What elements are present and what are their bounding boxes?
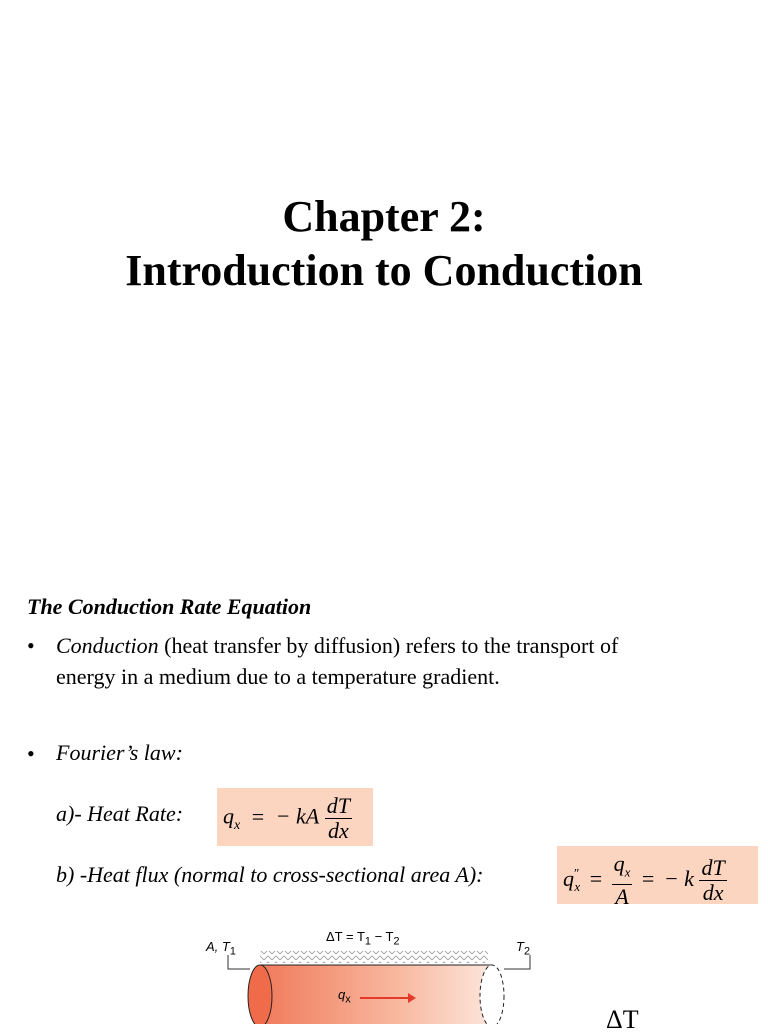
bullet-conduction [56, 630, 746, 692]
insulation-top [260, 951, 488, 963]
chapter-name: Introduction to Conduction [125, 246, 643, 295]
label-qx [338, 987, 351, 1006]
chapter-title [0, 190, 768, 298]
eq-b-prime: ″ [574, 865, 580, 881]
eq-a-fraction [325, 794, 352, 843]
bullet-marker: • [27, 633, 35, 658]
heat-rate-label: a)- Heat Rate: [56, 801, 184, 826]
label-area-sub: 1 [229, 945, 236, 958]
eq-b-fraction2 [699, 856, 726, 905]
eq-a-num: dT [326, 793, 350, 818]
label-qx-text: q [338, 987, 346, 1002]
label-area-temp [206, 939, 236, 958]
eq-b-q: q [563, 865, 574, 891]
rod-left-face [248, 965, 272, 1024]
eq-a-q-sub: x [234, 817, 241, 833]
heat-flux-equation [557, 846, 758, 910]
bullet-fourier: Fourier’s law: [56, 740, 183, 765]
eq-b-f2-num: dT [701, 855, 725, 881]
heat-flux-label: b) -Heat flux (normal to cross-sectional area A): [56, 862, 484, 887]
bullet-marker: • [27, 741, 35, 766]
label-qx-sub: x [345, 993, 351, 1006]
label-delta-t [326, 929, 400, 948]
partial-delta-t: ΔT [606, 1005, 639, 1034]
eq-b-rhs: − k [663, 865, 694, 891]
eq-b-f2-den: dx [702, 880, 724, 906]
section-heading: The Conduction Rate Equation [27, 594, 312, 619]
eq-a-rhs: − kA [275, 803, 320, 829]
label-delta-sub2: 2 [393, 935, 400, 948]
label-t2-text: T [516, 939, 524, 954]
label-area-text: A, T [206, 939, 230, 954]
eq-b-equals2: = [641, 865, 655, 891]
eq-b-f1-num: q [613, 851, 625, 876]
label-delta-sub1: 1 [364, 935, 371, 948]
conduction-text-line2: energy in a medium due to a temperature gradient. [56, 664, 500, 689]
eq-b-q-sub: x [574, 879, 581, 895]
eq-b-f1-num-sub: x [624, 864, 631, 880]
conduction-text: (heat transfer by diffusion) refers to the transport of [158, 633, 619, 658]
rod-right-face [480, 965, 504, 1024]
chapter-number: Chapter 2: [282, 192, 486, 241]
eq-a-den: dx [327, 818, 349, 843]
label-t2 [516, 939, 530, 958]
conduction-figure [200, 925, 768, 1034]
label-t2-sub: 2 [523, 945, 530, 958]
heat-rate-equation [217, 788, 373, 846]
eq-b-equals1: = [589, 865, 603, 891]
rod-diagram [200, 925, 768, 1024]
eq-b-fraction1 [612, 852, 633, 909]
label-delta-text: ΔT = T [326, 929, 365, 944]
eq-b-f1-den: A [615, 884, 629, 910]
conduction-term: Conduction [56, 633, 159, 658]
rod-body [260, 965, 492, 1024]
label-delta-mid: − T [370, 929, 394, 944]
eq-a-q: q [223, 803, 234, 829]
eq-a-equals: = [251, 803, 265, 829]
